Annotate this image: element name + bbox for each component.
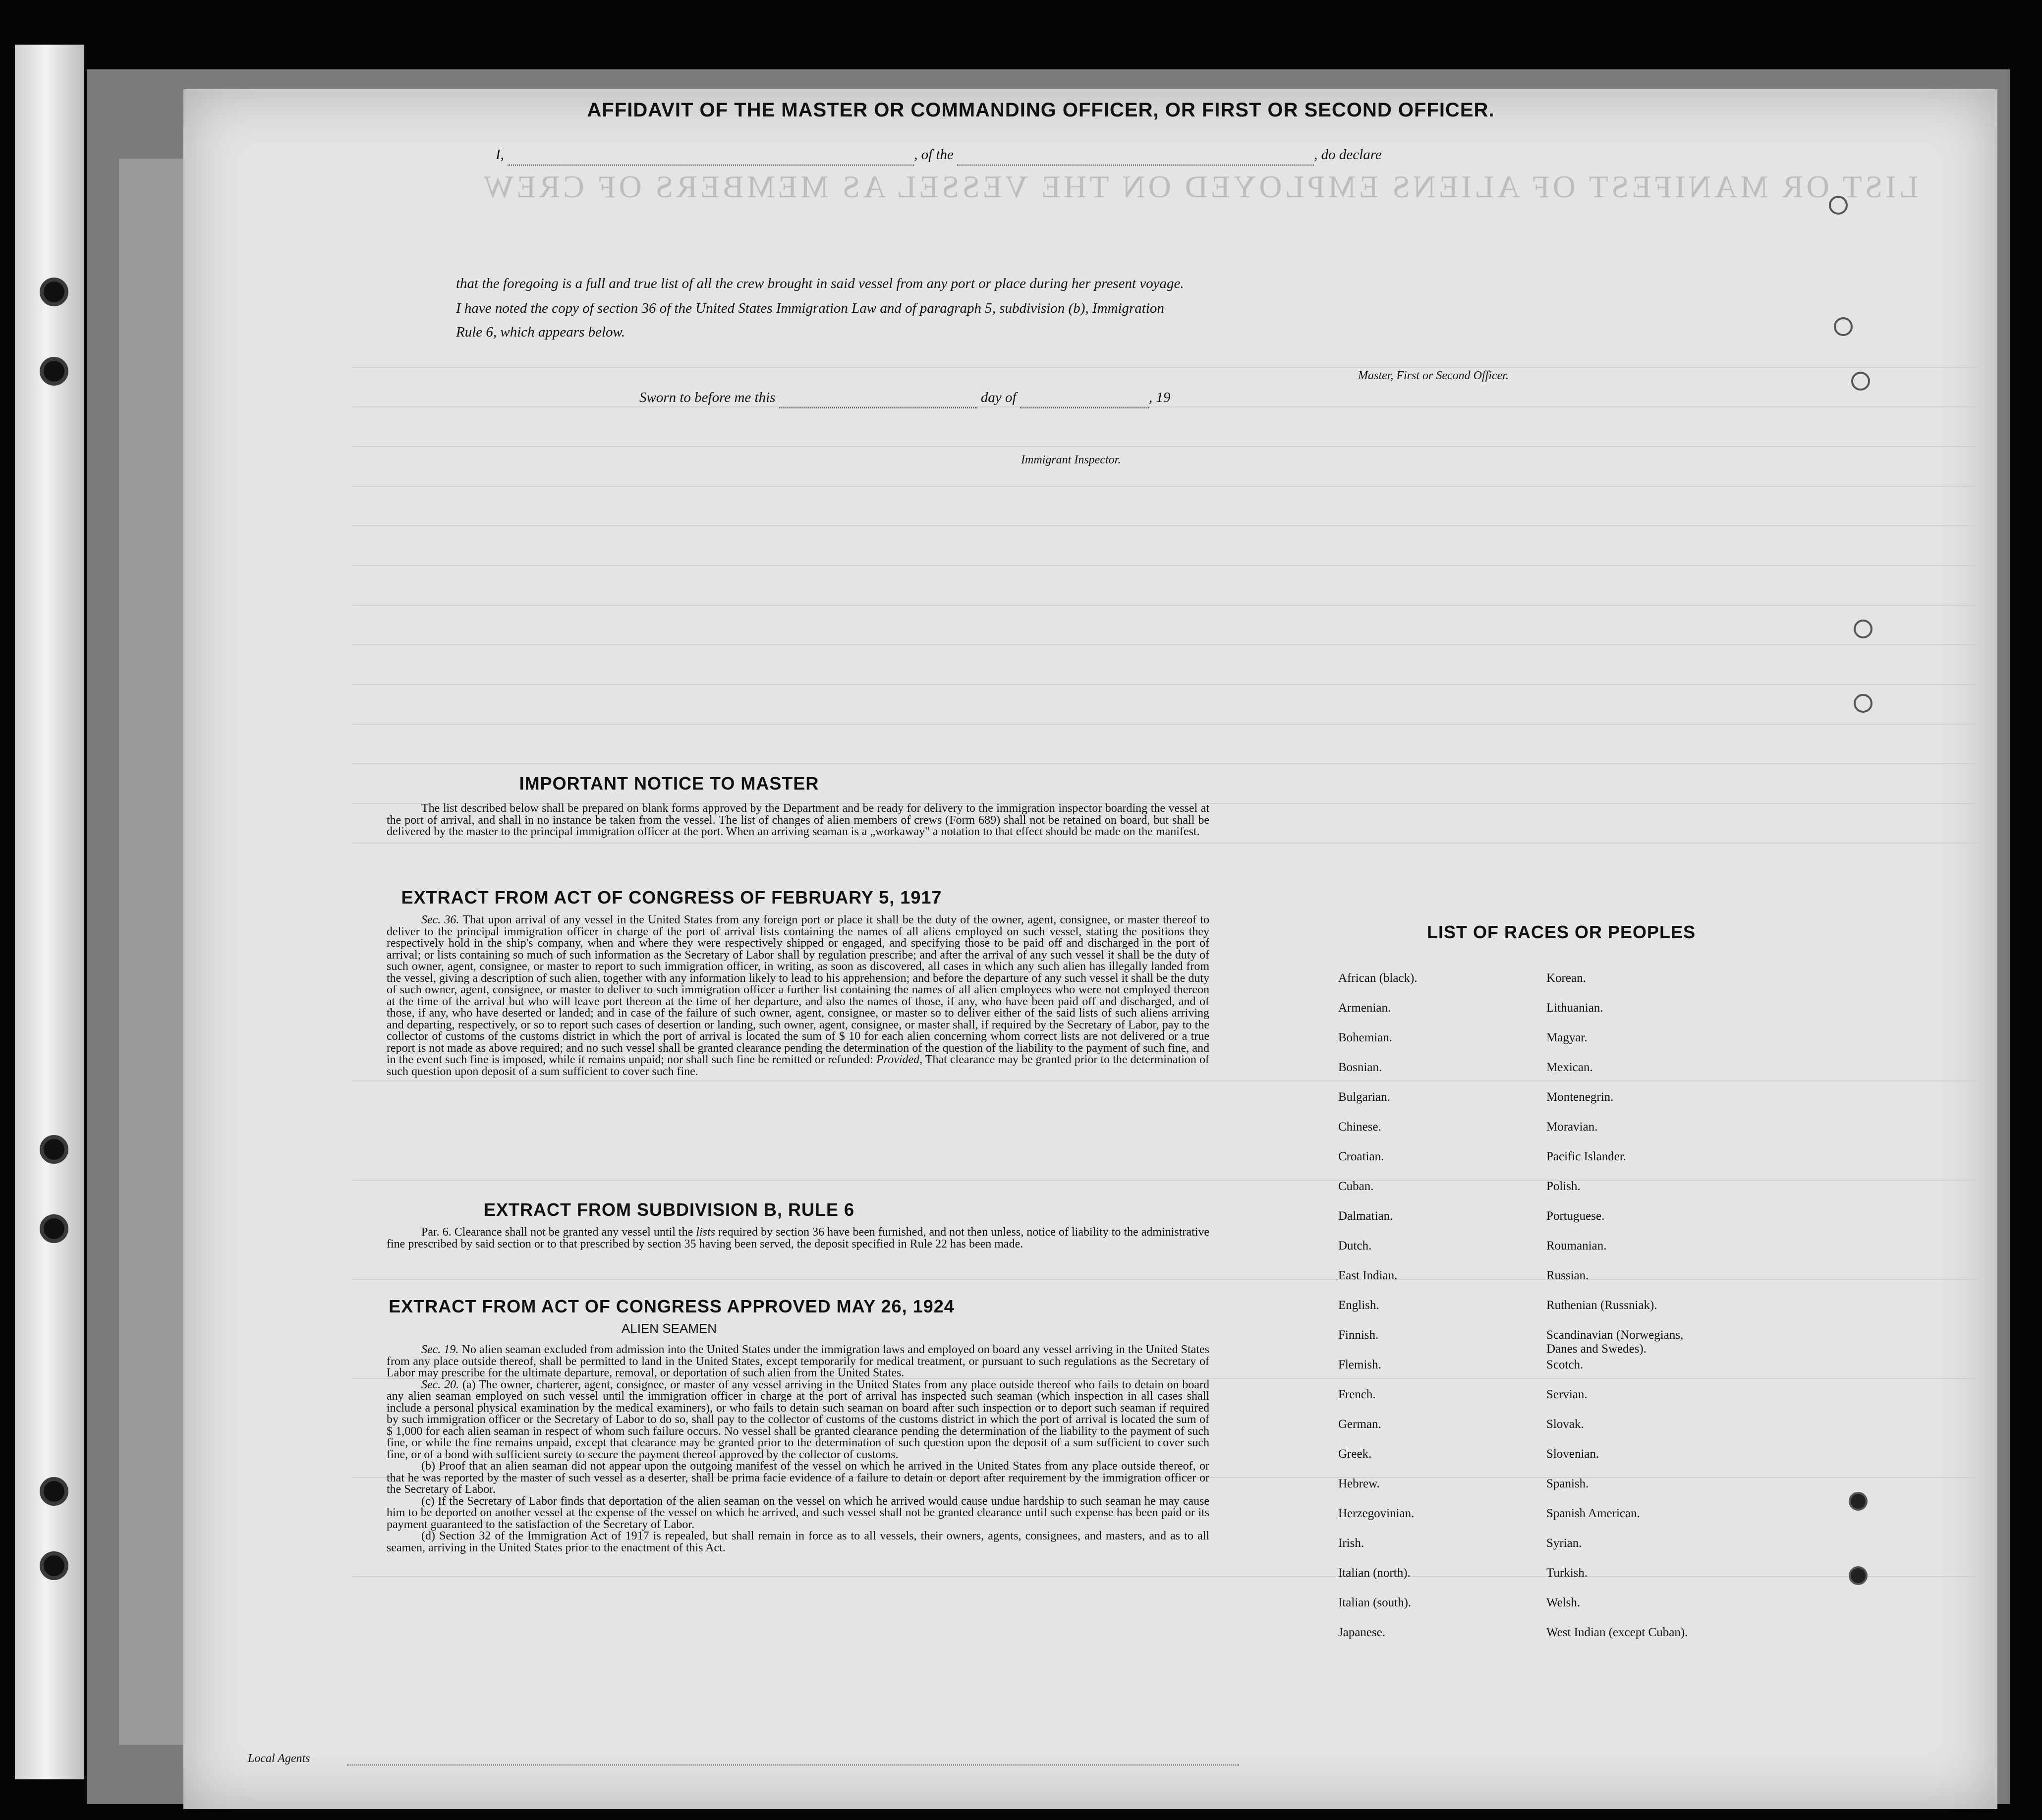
- sworn-line: [639, 387, 1284, 408]
- sworn-text: Sworn to before me this: [639, 390, 776, 405]
- race-item: Greek.: [1338, 1447, 1372, 1461]
- subdivision-body: [387, 1227, 1209, 1250]
- race-item: Moravian.: [1546, 1120, 1598, 1134]
- race-item: African (black).: [1338, 971, 1418, 985]
- race-item: German.: [1338, 1418, 1381, 1431]
- race-item: Dalmatian.: [1338, 1209, 1393, 1223]
- affidavit-line4: Rule 6, which appears below.: [456, 324, 625, 340]
- races-title: LIST OF RACES OR PEOPLES: [1426, 922, 1696, 942]
- day-of-text: day of: [980, 390, 1017, 405]
- race-item: Portuguese.: [1546, 1209, 1605, 1223]
- affidavit-declare: , do declare: [1314, 147, 1382, 163]
- race-item: Croatian.: [1338, 1150, 1384, 1163]
- proviso-text: That clearance may be granted prior to the determination of such question upon deposit of a sum sufficient to cover such fine.: [387, 1053, 1209, 1078]
- punch-hole: [40, 278, 68, 306]
- race-item: Spanish American.: [1546, 1507, 1640, 1520]
- notice-body: [387, 803, 1209, 838]
- races-right-column: [1546, 971, 1688, 1655]
- par-6-text-b: required by section 36 have been furnished, and not then unless, notice of liability to the administrative fine prescribed by said section or to that prescribed by section 35 having been served, the deposit specified in Rule 22 has been made.: [387, 1226, 1210, 1251]
- sec-20d-text: (d) Section 32 of the Immigration Act of 1917 is repealed, but shall remain in force as to all vessels, their owners, agents, consignees, and masters, and as to all seamen, arriving in the United States prior to the enactment of this Act.: [387, 1530, 1209, 1554]
- race-item: Welsh.: [1546, 1596, 1581, 1609]
- lists-word: lists: [696, 1226, 715, 1239]
- margin-mark: [1854, 620, 1872, 638]
- vessel-name-blank: [957, 165, 1314, 166]
- race-item: Irish.: [1338, 1536, 1364, 1550]
- race-item: Chinese.: [1338, 1120, 1381, 1134]
- race-item: Pacific Islander.: [1546, 1150, 1627, 1163]
- race-item: Scandinavian (Norwegians, Danes and Swedes).: [1546, 1328, 1684, 1356]
- race-item: Herzegovinian.: [1338, 1507, 1415, 1520]
- race-item: Italian (south).: [1338, 1596, 1412, 1609]
- race-item: Bohemian.: [1338, 1031, 1393, 1044]
- race-item: English.: [1338, 1299, 1379, 1312]
- affidavit-of-the: , of the: [914, 147, 954, 163]
- affidavit-line2: that the foregoing is a full and true list of all the crew brought in said vessel from any port or place during her present voyage.: [456, 276, 1184, 291]
- race-item: Bosnian.: [1338, 1061, 1382, 1074]
- subdivision-title: EXTRACT FROM SUBDIVISION B, RULE 6: [483, 1199, 855, 1220]
- race-item: Magyar.: [1546, 1031, 1588, 1044]
- race-item: Finnish.: [1338, 1328, 1379, 1342]
- race-item: Polish.: [1546, 1180, 1581, 1193]
- sec-19-label: Sec. 19.: [421, 1343, 459, 1356]
- master-signature-label: Master, First or Second Officer.: [1358, 369, 1509, 382]
- sec-36-text: That upon arrival of any vessel in the United States from any foreign port or place it shall be the duty of the owner, agent, consignee, or master thereof to deliver to the principal immigration officer in charge of the port of arrival lists containing the names of all aliens employed on such vessel, stating the positions they respectively hold in the ship's company, when and where they were respectively shipped or engaged, and specifying those to be paid off and discharged in the port of arrival; or lists containing so much of such information as the Secretary of Labor shall by regulation prescribe; and after the arrival of any such vessel it shall be the duty of such owner, agent, consignee, or master to report to such immigration officer, in writing, as soon as discovered, all cases in which any such alien has illegally landed from the vessel, giving a description of such alien, together with any information likely to lead to his apprehension; and before the departure of any such vessel it shall be the duty of such owner, agent, consignee, or master to deliver to such immigration officer a further list containing the names of all alien employees who were not employed thereon at the time of the arrival but who will leave port thereon at the time of her departure, and also the names of those, if any, who have been paid off and discharged, and of those, if any, who have deserted or landed; and in case of the failure of such owner, agent, consignee, or master so to deliver either of the said lists of such aliens arriving and departing, respectively, or so to report such cases of desertion or landing, such owner, agent, consignee, or master shall, if required by the Secretary of Labor, pay to the collector of customs of the customs district in which the port of arrival is located the sum of $ 10 for each alien concerning whom correct lists are not delivered or a true report is not made as above required; and no such vessel shall be granted clearance pending the determination of the question of the liability to the payment of such fine, and in the event such fine is imposed, while it remains unpaid; nor shall such fine be remitted or refunded:: [387, 913, 1209, 1066]
- race-item: Japanese.: [1338, 1626, 1386, 1639]
- race-item: Mexican.: [1546, 1061, 1593, 1074]
- punch-hole: [40, 357, 68, 386]
- race-item: Russian.: [1546, 1269, 1589, 1282]
- race-item: Turkish.: [1546, 1566, 1588, 1580]
- race-item: Armenian.: [1338, 1001, 1391, 1015]
- margin-mark: [1849, 1566, 1868, 1585]
- year-prefix: , 19: [1148, 390, 1171, 405]
- race-item: Montenegrin.: [1546, 1090, 1614, 1104]
- par-6-label: Par. 6.: [421, 1226, 452, 1239]
- race-item: Slovak.: [1546, 1418, 1584, 1431]
- race-item: Ruthenian (Russniak).: [1546, 1299, 1657, 1312]
- race-item: Servian.: [1546, 1388, 1588, 1401]
- margin-mark: [1854, 694, 1872, 713]
- notice-title: IMPORTANT NOTICE TO MASTER: [519, 773, 819, 794]
- affidavit-declaration-line: [456, 144, 1546, 166]
- race-item: Flemish.: [1338, 1358, 1381, 1371]
- act-1924-title: EXTRACT FROM ACT OF CONGRESS APPROVED MAY 26, 1924: [389, 1296, 955, 1316]
- local-agents-line: [347, 1764, 1239, 1765]
- race-item: Roumanian.: [1546, 1239, 1607, 1252]
- margin-mark: [1849, 1492, 1868, 1511]
- punch-hole: [40, 1477, 68, 1506]
- race-item: Syrian.: [1546, 1536, 1582, 1550]
- sworn-day-blank: [779, 407, 977, 408]
- sec-19-text: No alien seaman excluded from admission into the United States under the immigration laws and employed on board any vessel arriving in the United States from any place outside thereof, shall be permitted to land in the United States, except temporarily for medical treatment, or pursuant to such regulations as the Secretary of Labor may prescribe for the ultimate departure, removal, or deportation of such alien from the United States.: [387, 1343, 1209, 1379]
- margin-mark: [1851, 372, 1870, 391]
- sworn-month-blank: [1020, 407, 1149, 408]
- race-item: Cuban.: [1338, 1180, 1374, 1193]
- race-item: Korean.: [1546, 971, 1586, 985]
- proviso-label: Provided,: [876, 1053, 923, 1066]
- race-item: French.: [1338, 1388, 1376, 1401]
- punch-hole: [40, 1135, 68, 1164]
- sec-20-label: Sec. 20.: [421, 1378, 459, 1391]
- par-6-text-a: Clearance shall not be granted any vessel until the: [454, 1226, 693, 1239]
- sec-20c-text: (c) If the Secretary of Labor finds that deportation of the alien seaman on the vessel on which he arrived would cause undue hardship to such seaman he may cause him to be deported on another vessel at the expense of the vessel on which he arrived, and such vessel shall not be granted clearance until such expense has been paid or its payment guaranteed to the satisfaction of the Secretary of Labor.: [387, 1494, 1209, 1531]
- race-item: Slovenian.: [1546, 1447, 1599, 1461]
- act-1917-body: [387, 914, 1209, 1078]
- notice-text: The list described below shall be prepared on blank forms approved by the Department and be ready for delivery to the immigration inspector boarding the vessel at the port of arrival, and shall in no instance be taken from the vessel. The list of changes of alien members of crews (Form 689) shall not be retained on board, but shall be delivered by the master to the principal immigration officer at the port. When an arriving seaman is a „workaway" a notation to that effect should be made on the manifest.: [387, 802, 1209, 838]
- races-left-column: [1338, 971, 1418, 1655]
- sec-20a-text: (a) The owner, charterer, agent, consignee, or master of any vessel arriving in the United States from any place outside thereof who fails to detain on board any alien seaman employed on such vessel until the immigration officer in charge at the port of arrival has inspected such seaman (which inspection in all cases shall include a personal physical examination by the medical examiners), or who fails to detain such seaman on board after such inspection or to deport such seaman if required by such immigration officer or the Secretary of Labor to do so, shall pay to the collector of customs of the customs district in which the port of arrival is located the sum of $ 1,000 for each alien seaman in respect of whom such failure occurs. No vessel shall be granted clearance pending the determination of the liability to the payment of such fine, or while the fine remains unpaid, except that clearance may be granted prior to the determination of such question upon the deposit of a sum sufficient to cover such fine, or of a bond with sufficient surety to secure the payment thereof approved by the collector of customs.: [387, 1378, 1210, 1461]
- local-agents-label: Local Agents: [248, 1752, 310, 1765]
- act-1917-title: EXTRACT FROM ACT OF CONGRESS OF FEBRUARY 5, 1917: [401, 887, 942, 908]
- sec-36-label: Sec. 36.: [421, 913, 459, 926]
- race-item: Scotch.: [1546, 1358, 1584, 1371]
- race-item: East Indian.: [1338, 1269, 1398, 1282]
- race-item: Lithuanian.: [1546, 1001, 1603, 1015]
- race-item: West Indian (except Cuban).: [1546, 1626, 1688, 1639]
- bleed-through-title: LIST OR MANIFEST OF ALIENS EMPLOYED ON THE VESSEL AS MEMBERS OF CREW: [481, 169, 1919, 204]
- race-item: Spanish.: [1546, 1477, 1589, 1490]
- margin-mark: [1834, 317, 1853, 336]
- punch-hole: [40, 1551, 68, 1580]
- alien-seamen-subtitle: ALIEN SEAMEN: [621, 1321, 717, 1336]
- sec-20b-text: (b) Proof that an alien seaman did not appear upon the outgoing manifest of the vessel on which he arrived in the United States from any place outside thereof, or that he was reported by the master of such vessel as a deserter, shall be prima facie evidence of a failure to detain or deport after requirement by the immigration officer or the Secretary of Labor.: [387, 1460, 1209, 1496]
- affidavit-title: AFFIDAVIT OF THE MASTER OR COMMANDING OFFICER, OR FIRST OR SECOND OFFICER.: [587, 99, 1495, 121]
- master-name-blank: [508, 165, 914, 166]
- race-item: Hebrew.: [1338, 1477, 1380, 1490]
- inspector-label: Immigrant Inspector.: [1021, 454, 1121, 466]
- race-item: Bulgarian.: [1338, 1090, 1390, 1104]
- act-1924-body: [387, 1344, 1209, 1554]
- race-item: Italian (north).: [1338, 1566, 1411, 1580]
- punch-hole: [40, 1214, 68, 1243]
- race-item: Dutch.: [1338, 1239, 1372, 1252]
- margin-mark: [1829, 196, 1848, 215]
- affidavit-i: I,: [496, 147, 504, 163]
- affidavit-line3: I have noted the copy of section 36 of the United States Immigration Law and of paragraph 5, subdivision (b), Immigration: [456, 300, 1164, 316]
